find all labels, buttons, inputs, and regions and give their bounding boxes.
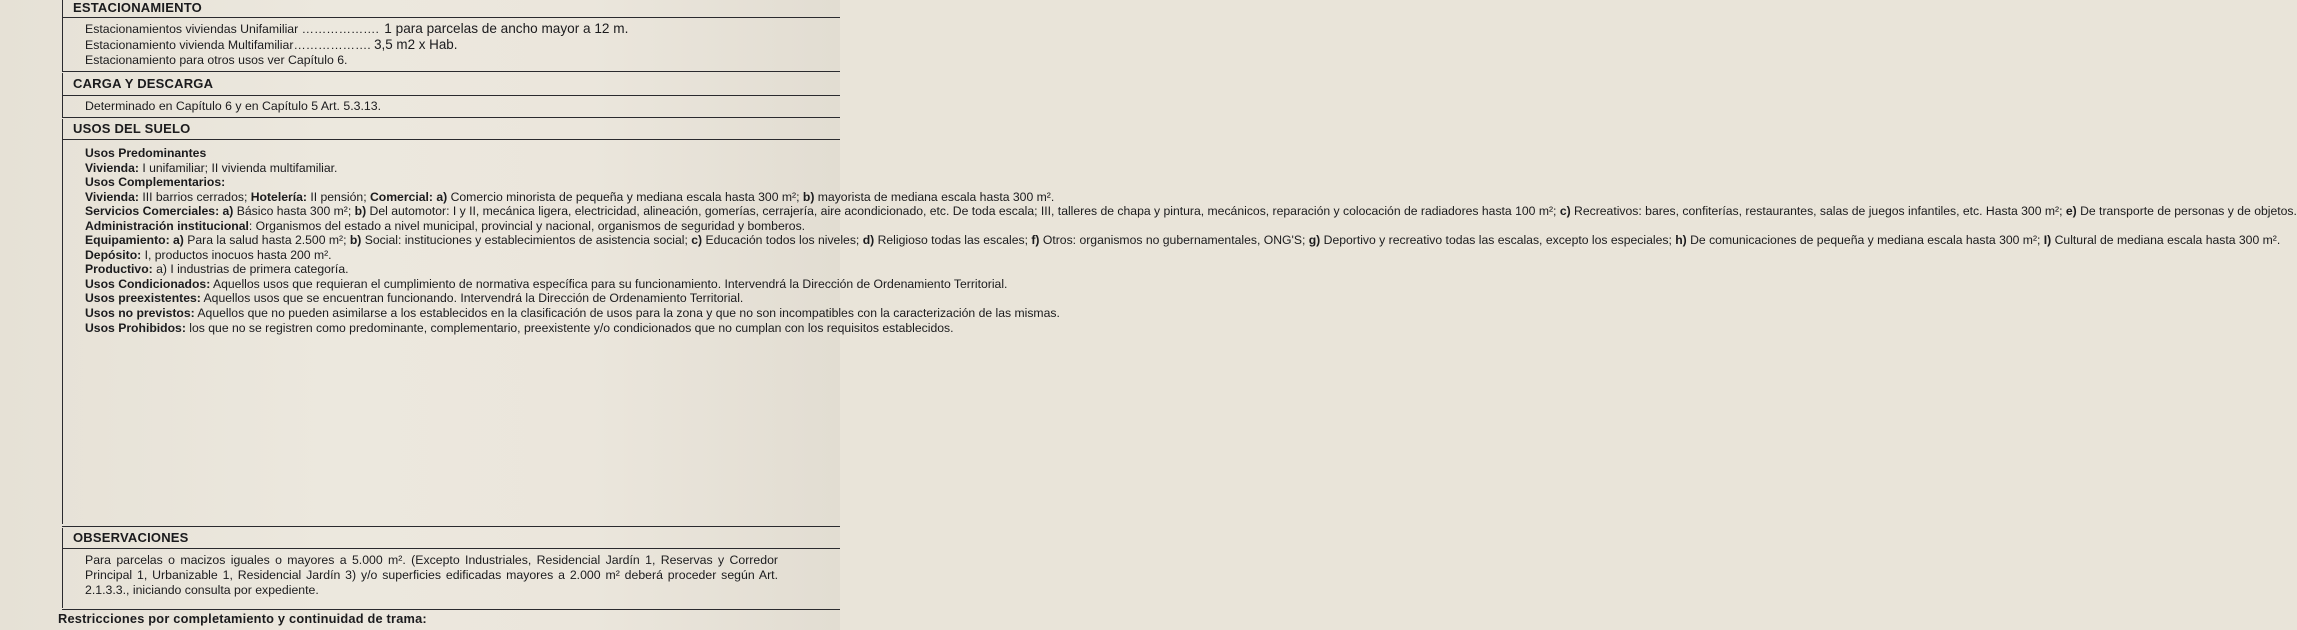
- section-title: Restricciones por completamiento y continuidad de trama:: [58, 611, 427, 626]
- section-title: ESTACIONAMIENTO: [63, 0, 840, 18]
- usos-prohibidos: Usos Prohibidos: los que no se registren como predominante, complementario, preexistente y/o condicionados que no cumplan con los requisitos establecidos.: [85, 320, 954, 335]
- usos-complementarios-heading: Usos Complementarios:: [85, 175, 226, 190]
- section-title: OBSERVACIONES: [63, 528, 840, 549]
- section-title: USOS DEL SUELO: [63, 119, 840, 140]
- administracion-institucional: Administración institucional: Organismos del estado a nivel municipal, provincial y nacional, organismos de seguridad y bomberos.: [85, 218, 806, 233]
- productivo: Productivo: a) I industrias de primera categoría.: [85, 262, 349, 277]
- section-title: CARGA Y DESCARGA: [63, 73, 840, 96]
- section-usos-del-suelo: [62, 119, 2297, 524]
- divider: [62, 526, 840, 527]
- usos-no-previstos: Usos no previstos: Aquellos que no pueden asimilarse a los establecidos en la clasificación de usos para la zona y que no son incompatibles con la caracterización de las mismas.: [85, 306, 1060, 321]
- usos-condicionados: Usos Condicionados: Aquellos usos que requieran el cumplimiento de normativa específica para su funcionamiento. Intervendrá la Dirección de Ordenamiento Territorial.: [85, 276, 1008, 291]
- servicios-comerciales: Servicios Comerciales: a) Básico hasta 300 m²; b) Del automotor: I y II, mecánica ligera, electricidad, alineación, gomerías, cerrajería, aire acondicionado, etc. De toda escala; III, talleres de chapa y pintura, mecánicos, reparación y colocación de radiadores hasta 100 m²; c) Recreativos: bares, confiterías, restaurantes, salas de juegos infantiles, etc. Hasta 300 m²; e) De transporte de personas y de objetos.: [85, 204, 2297, 219]
- section-carga-descarga: [62, 73, 840, 117]
- equipamiento: Equipamiento: a) Para la salud hasta 2.500 m²; b) Social: instituciones y establecimientos de asistencia social; c) Educación todos los niveles; d) Religioso todas las escales; f) Otros: organismos no gubernamentales, ONG'S; g) Deportivo y recreativo todas las escalas, excepto los especiales; h) De comunicaciones de pequeña y mediana escala hasta 300 m²; I) Cultural de mediana escala hasta 300 m².: [85, 233, 2281, 248]
- usos-predominantes-heading: Usos Predominantes: [85, 146, 207, 160]
- divider: [62, 71, 840, 72]
- section-estacionamiento: [62, 0, 840, 71]
- deposito: Depósito: I, productos inocuos hasta 200 m².: [85, 247, 332, 262]
- divider: [62, 117, 840, 118]
- usos-preexistentes: Usos preexistentes: Aquellos usos que se encuentran funcionando. Intervendrá la Dirección de Ordenamiento Territorial.: [85, 291, 744, 306]
- usos-predominantes-vivienda: Vivienda: I unifamiliar; II vivienda multifamiliar.: [85, 160, 338, 175]
- parking-unifamiliar: Estacionamientos viviendas Unifamiliar ………………. 1 para parcelas de ancho mayor a 12 m.: [85, 21, 629, 36]
- usos-complementarios-vivienda: Vivienda: III barrios cerrados; Hotelería: II pensión; Comercial: a) Comercio minorista de pequeña y mediana escala hasta 300 m²; b) mayorista de mediana escala hasta 300 m².: [85, 189, 1055, 204]
- carga-text: Determinado en Capítulo 6 y en Capítulo 5 Art. 5.3.13.: [85, 99, 381, 113]
- parking-otros-usos: Estacionamiento para otros usos ver Capítulo 6.: [85, 53, 348, 68]
- observaciones-text: Para parcelas o macizos iguales o mayores a 5.000 m². (Excepto Industriales, Residencial Jardín 1, Reservas y Corredor Principal 1, Urbanizable 1, Residencial Jardín 3) y/o superficies edificadas mayores a 2.000 m² deberá proceder según Art. 2.1.3.3., iniciando consulta por expediente.: [85, 553, 778, 597]
- section-restricciones: [58, 610, 840, 630]
- section-observaciones: [62, 528, 840, 608]
- parking-multifamiliar: Estacionamiento vivienda Multifamiliar………………. 3,5 m2 x Hab.: [85, 37, 458, 53]
